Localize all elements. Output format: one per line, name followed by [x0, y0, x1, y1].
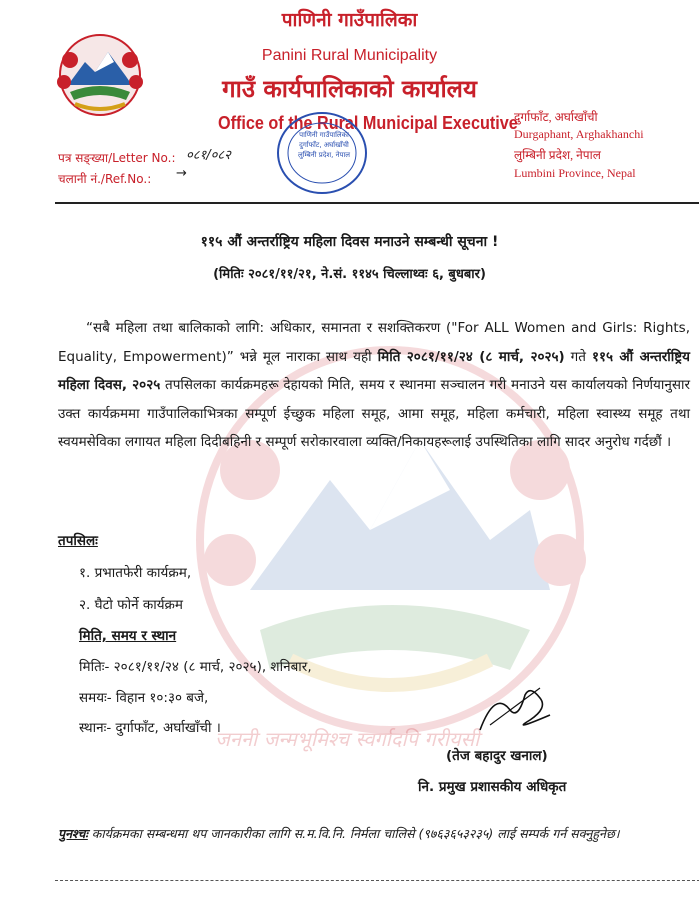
program-item-2: २. घैटो फोर्ने कार्यक्रम: [79, 597, 183, 613]
address-en-1: Durgaphant, Arghakhanchi: [514, 127, 644, 141]
tapsil-heading: तपसिलः: [58, 533, 98, 549]
place-line: स्थानः- दुर्गाफाँट, अर्घाखाँची ।: [79, 720, 221, 736]
schedule-heading: मिति, समय र स्थान: [79, 628, 177, 644]
ps-note: [58, 823, 690, 845]
ref-no-label: चलानी नं./Ref.No.:: [58, 172, 152, 186]
address-en-2: Lumbini Province, Nepal: [514, 166, 636, 180]
office-name-en: Panini Rural Municipality: [261, 47, 438, 64]
ref-no-value: →: [176, 166, 187, 181]
time-line: समयः- विहान १०:३० बजे,: [79, 690, 209, 706]
signer-title: नि. प्रमुख प्रशासकीय अधिकृत: [418, 779, 567, 795]
stamp-line-3: लुम्बिनी प्रदेश, नेपाल: [297, 151, 351, 159]
stamp-line-2: दुर्गाफाँट, अर्घाखाँची: [299, 141, 349, 149]
signer-name: (तेज बहादुर खनाल): [446, 748, 548, 764]
body-text-1: “सबै महिला तथा बालिकाको लागि: अधिकार, समानता र सशक्तिकरण ("For ALL Women and Girls: Rights, Equality, Empowerment)” भन्ने मूल नाराका साथ यही: [58, 320, 690, 365]
watermark-motto: जननी जन्मभूमिश्च स्वर्गादपि गरीयसी: [215, 727, 480, 751]
office-name-np: पाणिनी गाउँपालिका: [281, 9, 418, 31]
header-divider: [55, 202, 699, 204]
address-np-1: दुर्गाफाँट, अर्घाखाँची: [514, 110, 598, 124]
stamp-line-1: पाणिनी गाउँपालिका: [299, 131, 349, 139]
notice-title: ११५ औं अन्तर्राष्ट्रिय महिला दिवस मनाउने सम्बन्धी सूचना !: [200, 234, 499, 250]
signature-icon: [470, 680, 560, 740]
footer-divider: [55, 880, 699, 881]
address-np-2: लुम्बिनी प्रदेश, नेपाल: [514, 148, 601, 162]
letter-no-value: ०८१/०८२: [186, 148, 231, 163]
notice-subtitle: (मितिः २०८१/११/२१, ने.सं. ११४५ चिल्लाथ्वः ६, बुधबार): [213, 267, 486, 282]
executive-office-np: गाउँ कार्यपालिकाको कार्यालय: [222, 75, 477, 103]
executive-office-en: Office of the Rural Municipal Executive: [218, 113, 518, 133]
ps-text: कार्यक्रमका सम्बन्धमा थप जानकारीका लागि स.म.वि.नि. निर्मला चालिसे (९७६३६५३२३५) लाई सम्पर्क गर्न सक्नुहुनेछ।: [87, 826, 620, 841]
date-line: मितिः- २०८१/११/२४ (८ मार्च, २०२५), शनिबार,: [79, 659, 312, 675]
letter-no-label: पत्र सङ्ख्या/Letter No.:: [58, 151, 176, 165]
ps-label: पुनश्चः: [58, 826, 88, 841]
body-text-2: गते: [564, 348, 592, 365]
body-text-3: तपसिलका कार्यक्रमहरू देहायको मिति, समय र स्थानमा सञ्चालन गरी मनाउने यस कार्यालयको निर्णयानुसार उक्त कार्यक्रममा गाउँपालिकाभित्रका सम्पूर्ण ईच्छुक महिला समूह, आमा समूह, महिला कर्मचारी, महिला स्वास्थ्य समूह तथा स्वयमसेविका लगायत महिला दिदीबहिनी र सम्पूर्ण सरोकारवाला व्यक्ति/निकायहरूलाई उपस्थितिका लागि सादर अनुरोध गर्दछौं ।: [58, 377, 690, 450]
program-item-1: १. प्रभातफेरी कार्यक्रम,: [79, 565, 192, 581]
body-date-bold: मिति २०८१/११/२४ (८ मार्च, २०२५): [377, 348, 565, 365]
stamp-text: [296, 130, 352, 160]
notice-body: [58, 314, 690, 457]
body-event-bold: ११५ औं अन्तर्राष्ट्रिय महिला दिवस, २०२५: [58, 348, 691, 393]
